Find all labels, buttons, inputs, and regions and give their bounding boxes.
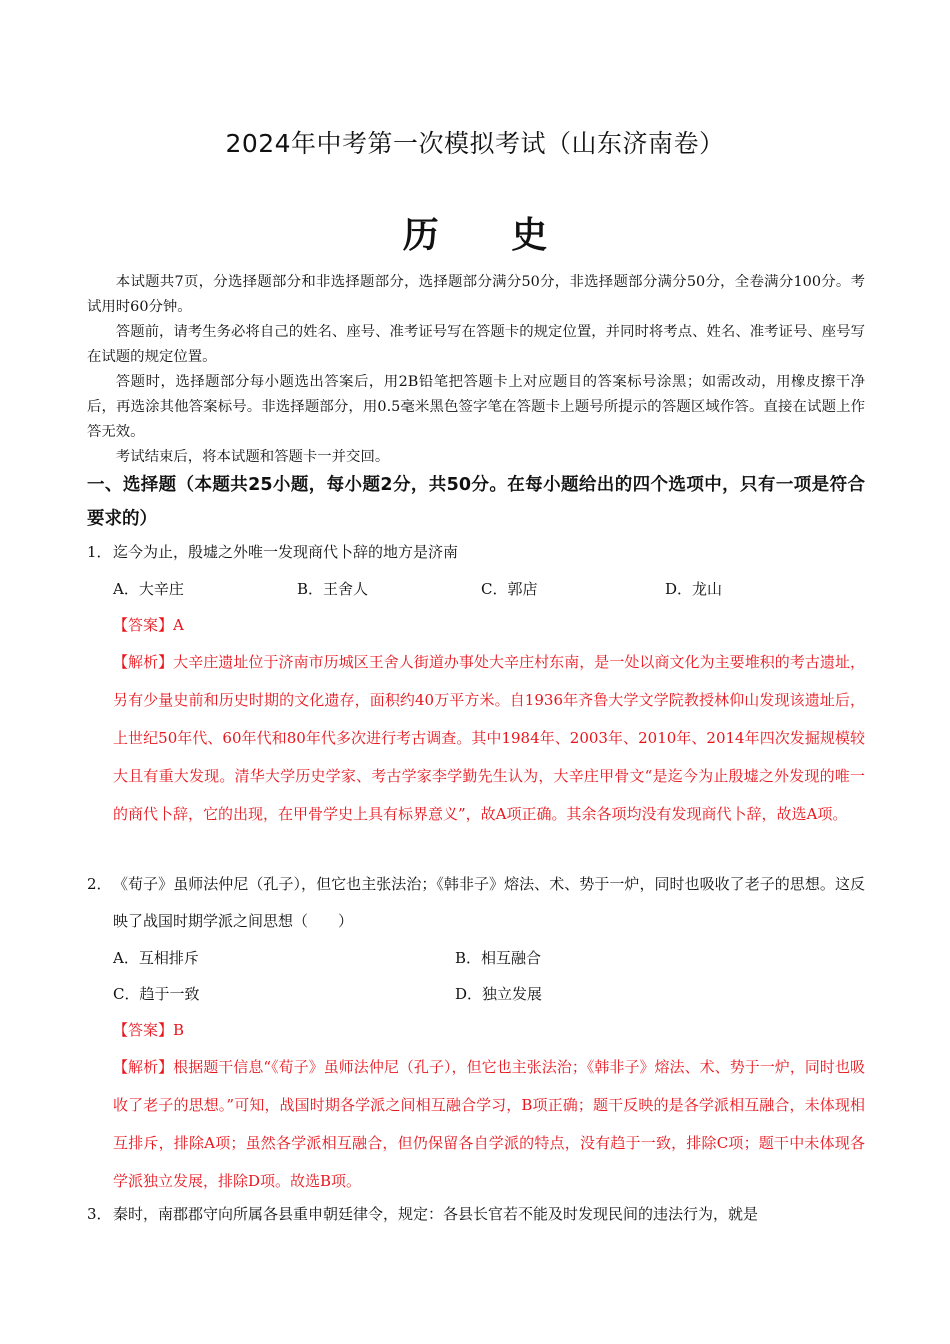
answer-line [87,1012,865,1048]
question-options [87,976,865,1012]
instruction-paragraph: 答题前，请考生务必将自己的姓名、座号、准考证号写在答题卡的规定位置，并同时将考点、姓名、准考证号、座号写在试题的规定位置。 [87,324,865,365]
option-a: A．互相排斥 [113,949,199,967]
option-c: C．趋于一致 [113,985,200,1003]
analysis-block [87,1048,865,1200]
question-1 [87,534,865,833]
analysis-text: 大辛庄遗址位于济南市历城区王舍人街道办事处大辛庄村东南，是一处以商文化为主要堆积的考古遗址，另有少量史前和历史时期的文化遗存，面积约40万平方米。自1936年齐鲁大学文学院教授林仰山发现该遗址后，上世纪50年代、60年代和80年代多次进行考古调查。其中1984年、2003年、2010年、2014年四次发掘规模较大且有重大发现。清华大学历史学家、考古学家李学勤先生认为，大辛庄甲骨文“是迄今为止殷墟之外发现的唯一的商代卜辞，它的出现，在甲骨学史上具有标界意义”，故A项正确。其余各项均没有发现商代卜辞，故选A项。 [113,653,865,823]
question-options [87,940,865,976]
option-a: A．大辛庄 [113,580,184,598]
instruction-paragraph: 答题时，选择题部分每小题选出答案后，用2B铅笔把答题卡上对应题目的答案标号涂黑；如需改动，用橡皮擦干净后，再选涂其他答案标号。非选择题部分，用0.5毫米黑色签字笔在答题卡上题号所提示的答题区域作答。直接在试题上作答无效。 [87,374,865,440]
question-2 [87,866,865,1200]
option-b: B．相互融合 [455,949,542,967]
option-d: D．独立发展 [455,985,543,1003]
question-number: 2． [87,875,112,893]
analysis-text: 根据题干信息“《荀子》虽师法仲尼（孔子），但它也主张法治；《韩非子》熔法、术、势于一炉，同时也吸收了老子的思想。”可知，战国时期各学派之间相互融合学习，B项正确；题干反映的是各学派相互融合，未体现相互排斥，排除A项；虽然各学派相互融合，但仍保留各自学派的特点，没有趋于一致，排除C项；题干中未体现各学派独立发展，排除D项。故选B项。 [113,1058,865,1190]
option-c: C．郭店 [481,580,538,598]
question-stem: 迄今为止，殷墟之外唯一发现商代卜辞的地方是济南 [113,543,459,561]
exam-instructions [87,270,865,470]
instruction-paragraph: 本试题共7页，分选择题部分和非选择题部分，选择题部分满分50分，非选择题部分满分50分，全卷满分100分。考试用时60分钟。 [87,274,865,315]
question-stem: 《荀子》虽师法仲尼（孔子），但它也主张法治；《韩非子》熔法、术、势于一炉，同时也吸收了老子的思想。这反映了战国时期学派之间思想（ ） [113,875,865,930]
option-d: D．龙山 [665,580,723,598]
analysis-tag: 【解析】 [113,653,174,671]
exam-title: 2024年中考第一次模拟考试（山东济南卷） [225,129,725,158]
section-heading: 一、选择题（本题共25小题，每小题2分，共50分。在每小题给出的四个选项中，只有一项是符合要求的） [87,475,865,529]
question-number: 3． [87,1205,112,1223]
subject-title: 历 史 [402,215,578,256]
question-number: 1． [87,543,112,561]
option-b: B．王舍人 [297,580,369,598]
answer-value: B [173,1021,185,1039]
question-options [87,571,865,607]
instruction-paragraph: 考试结束后，将本试题和答题卡一并交回。 [115,449,390,465]
answer-value: A [173,616,184,634]
answer-tag: 【答案】 [113,616,174,634]
question-stem: 秦时，南郡郡守向所属各县重申朝廷律令，规定：各县长官若不能及时发现民间的违法行为，就是 [113,1205,759,1223]
answer-tag: 【答案】 [113,1021,174,1039]
analysis-tag: 【解析】 [113,1058,174,1076]
question-3 [87,1196,865,1233]
answer-line [87,607,865,643]
analysis-block [87,643,865,833]
